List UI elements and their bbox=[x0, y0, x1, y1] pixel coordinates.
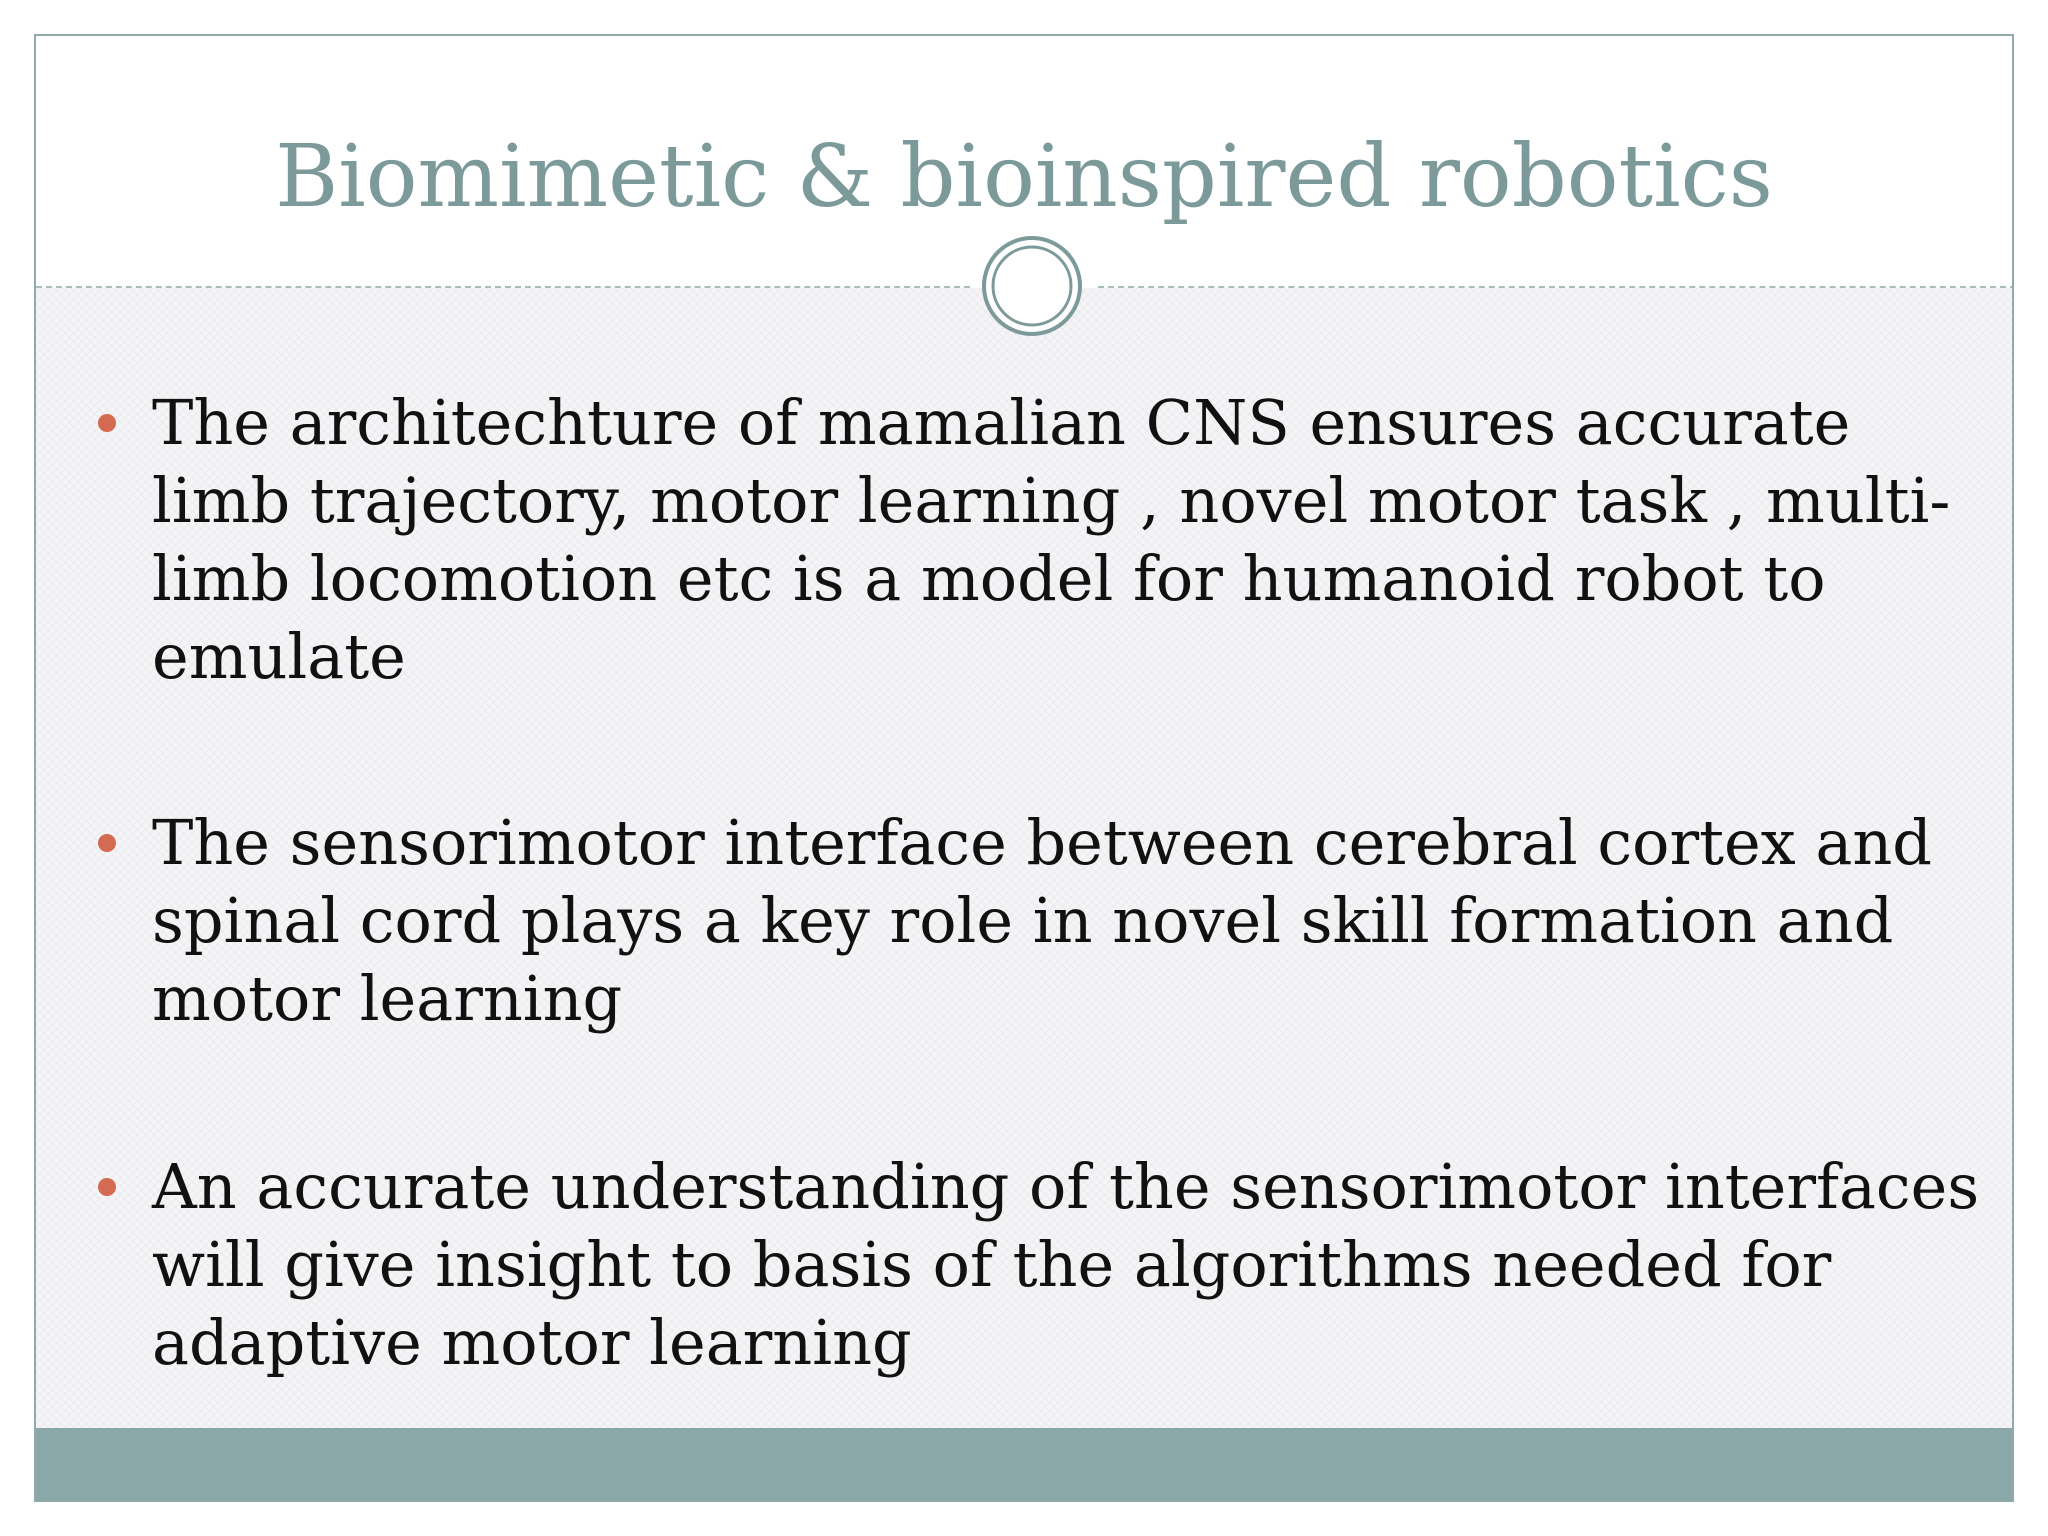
slide-title: Biomimetic & bioinspired robotics bbox=[275, 127, 1773, 227]
round-bullet-icon bbox=[98, 414, 116, 432]
slide bbox=[34, 34, 2014, 1502]
round-bullet-icon bbox=[98, 1178, 116, 1196]
bullet-text: An accurate understanding of the sensorimotor interfaces will give insight to basis of the algorithms needed for adaptive motor learning bbox=[152, 1150, 1980, 1379]
bullet-text: The sensorimotor interface between cerebral cortex and spinal cord plays a key role in novel skill formation and motor learning bbox=[152, 806, 1932, 1035]
round-bullet-icon bbox=[98, 834, 116, 852]
bullet-text: The architechture of mamalian CNS ensures accurate limb trajectory, motor learning , novel motor task , multi-limb locomotion etc is a model for humanoid robot to emulate bbox=[152, 386, 1951, 693]
title-divider-right bbox=[1098, 286, 2014, 288]
double-ring-ornament-icon bbox=[980, 234, 1084, 338]
footer-bar bbox=[36, 1428, 2012, 1500]
title-divider-left bbox=[36, 286, 970, 288]
